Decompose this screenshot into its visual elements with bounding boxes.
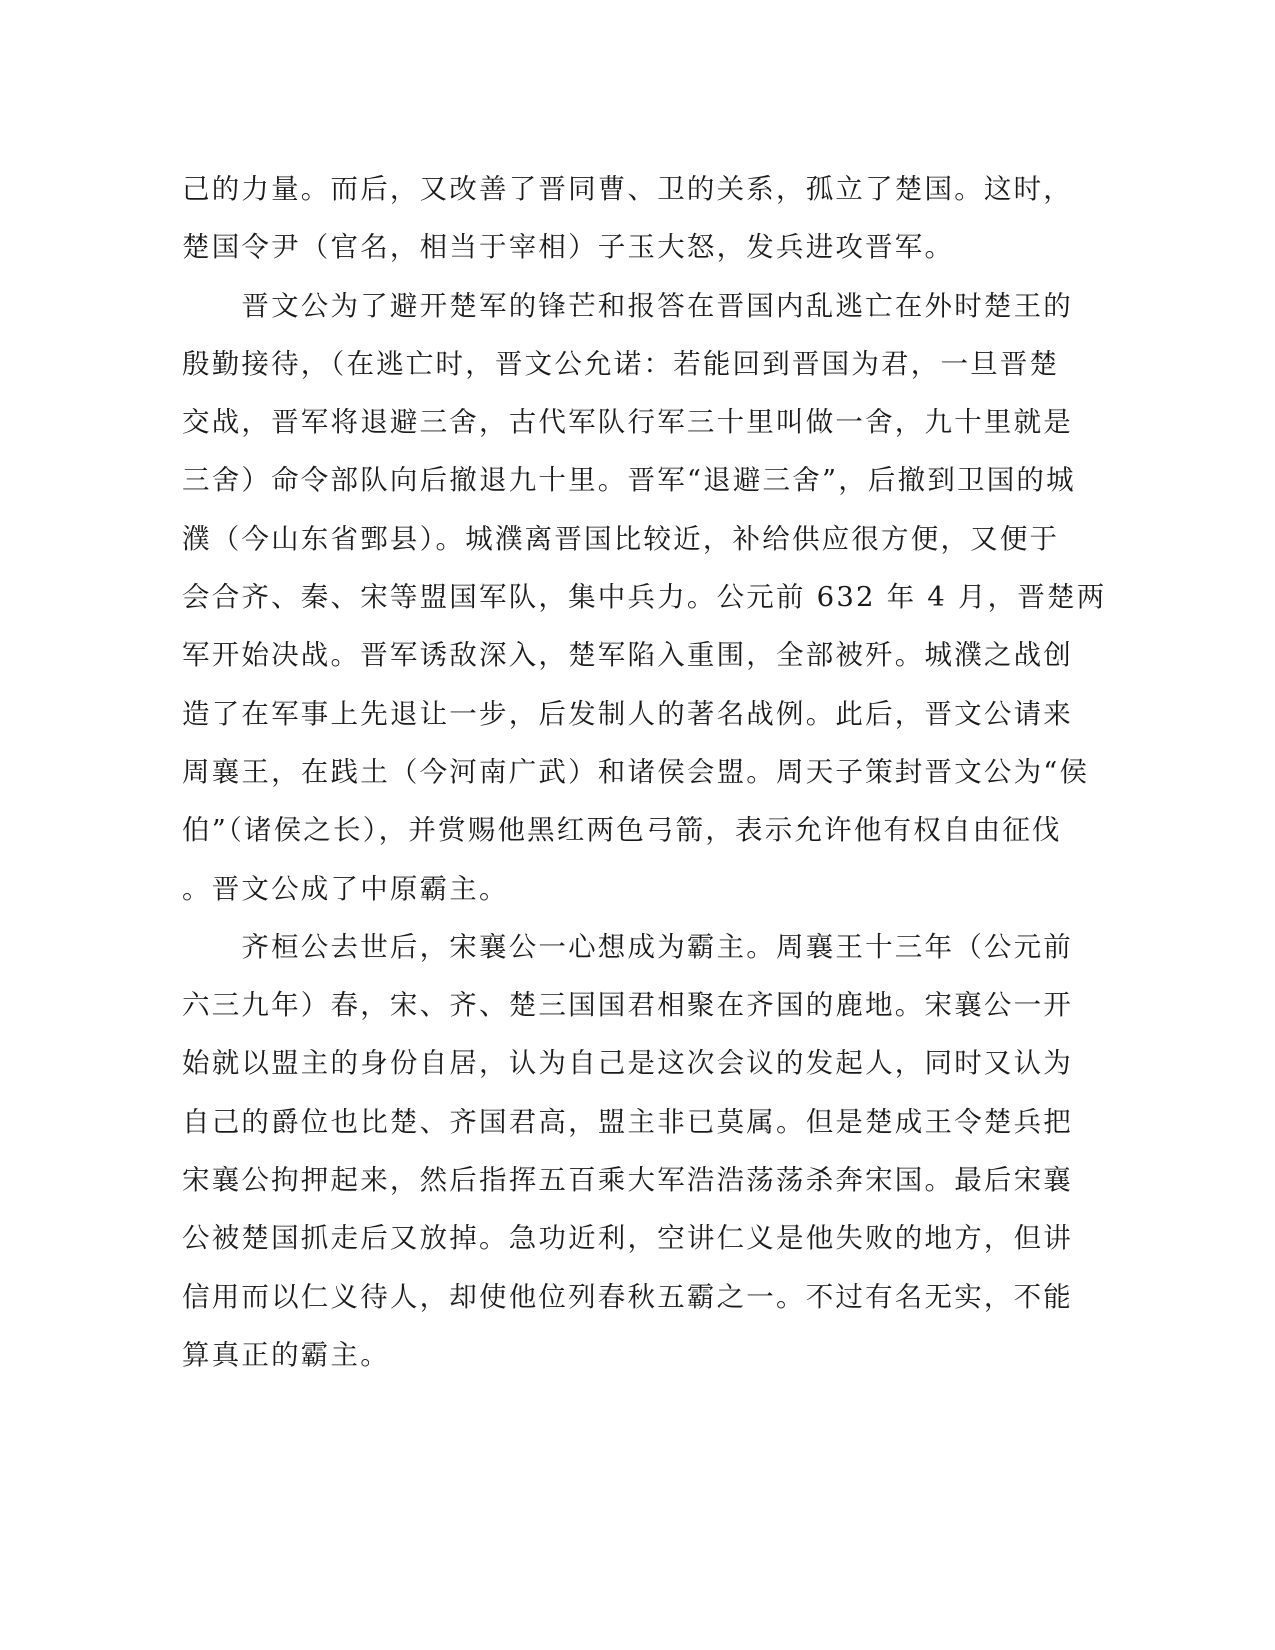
body-text <box>182 160 1107 1384</box>
text-line: 。晋文公成了中原霸主。 <box>182 872 509 905</box>
text-line: 算真正的霸主。 <box>182 1338 390 1371</box>
text-line: 三舍）命令部队向后撤退九十里。晋军“退避三舍”，后撤到卫国的城 <box>182 464 1076 497</box>
text-line: 自己的爵位也比楚、齐国君高，盟主非已莫属。但是楚成王令楚兵把 <box>182 1105 1073 1138</box>
text-line: 公被楚国抓走后又放掉。急功近利，空讲仁义是他失败的地方，但讲 <box>182 1222 1073 1255</box>
text-line: 齐桓公去世后，宋襄公一心想成为霸主。周襄王十三年（公元前 <box>182 930 1073 963</box>
text-line: 宋襄公拘押起来，然后指挥五百乘大军浩浩荡荡杀奔宋国。最后宋襄 <box>182 1164 1073 1197</box>
text-line: 濮（今山东省鄄县）。城濮离晋国比较近，补给供应很方便，又便于 <box>182 522 1060 555</box>
text-line: 交战，晋军将退避三舍，古代军队行军三十里叫做一舍，九十里就是 <box>182 406 1073 439</box>
text-line: 殷勤接待，（在逃亡时，晋文公允诺：若能回到晋国为君，一旦晋楚 <box>182 347 1060 380</box>
text-line: 楚国令尹（官名，相当于宰相）子玉大怒，发兵进攻晋军。 <box>182 231 955 264</box>
text-line: 信用而以仁义待人，却使他位列春秋五霸之一。不过有名无实，不能 <box>182 1280 1073 1313</box>
text-line: 己的力量。而后，又改善了晋同曹、卫的关系，孤立了楚国。这时， <box>182 173 1073 205</box>
text-line: 造了在军事上先退让一步，后发制人的著名战例。此后，晋文公请来 <box>182 697 1073 730</box>
text-line: 军开始决战。晋军诱敌深入，楚军陷入重围，全部被歼。城濮之战创 <box>182 639 1073 672</box>
text-line: 会合齐、秦、宋等盟国军队，集中兵力。公元前 632 年 4 月，晋楚两 <box>182 581 1107 614</box>
text-line: 六三九年）春，宋、齐、楚三国国君相聚在齐国的鹿地。宋襄公一开 <box>182 989 1073 1022</box>
text-line: 晋文公为了避开楚军的锋芒和报答在晋国内乱逃亡在外时楚王的 <box>182 289 1073 322</box>
text-line: 伯”（诸侯之长），并赏赐他黑红两色弓箭，表示允许他有权自由征伐 <box>182 814 1062 847</box>
text-line: 始就以盟主的身份自居，认为自己是这次会议的发起人，同时又认为 <box>182 1047 1073 1080</box>
text-line: 周襄王，在践土（今河南广武）和诸侯会盟。周天子策封晋文公为“侯 <box>182 755 1090 788</box>
